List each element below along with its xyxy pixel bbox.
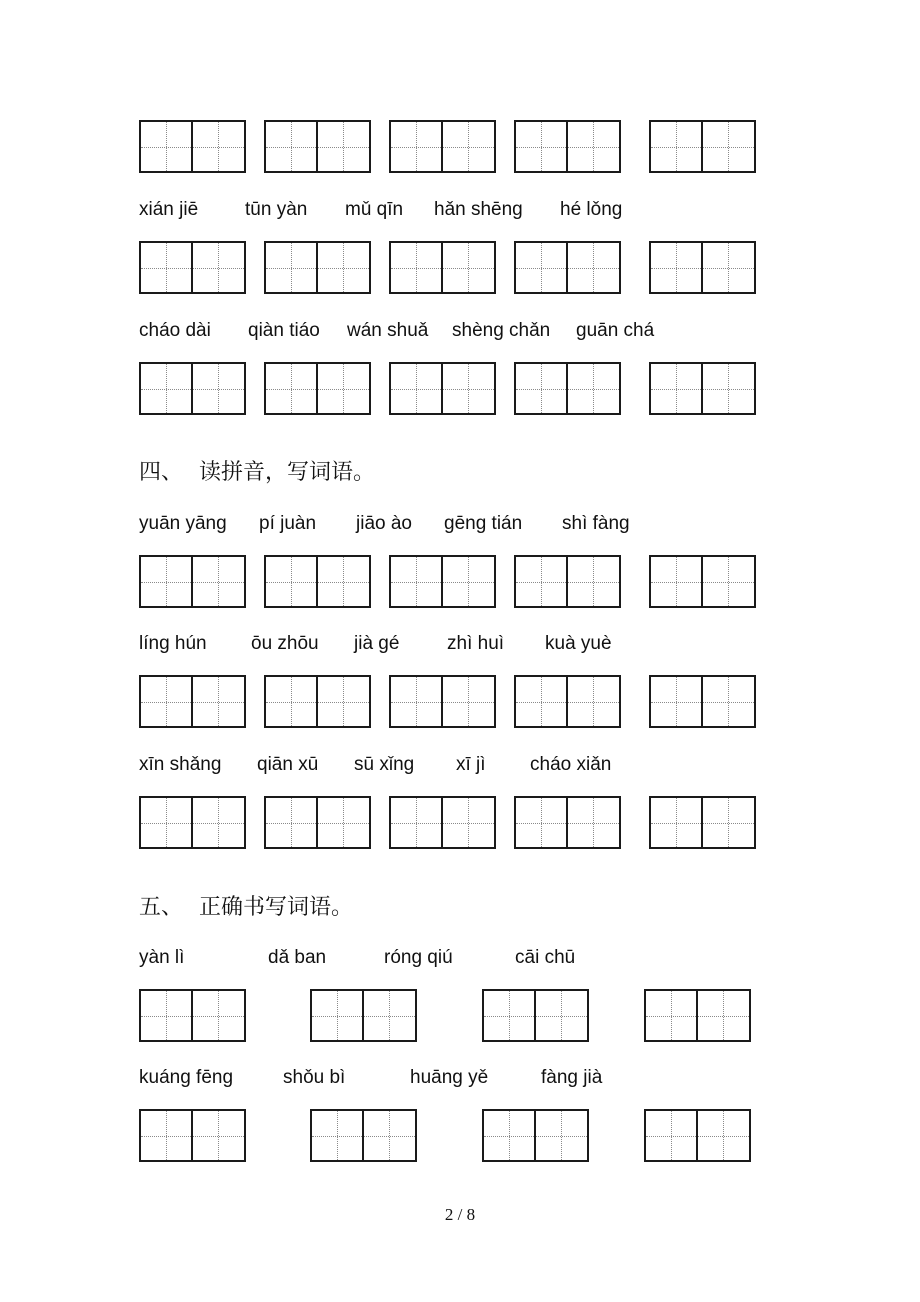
writing-box[interactable] xyxy=(514,241,621,294)
writing-box[interactable] xyxy=(264,675,371,728)
pinyin-word: kuáng fēng xyxy=(139,1067,234,1088)
pinyin-word: guān chá xyxy=(576,320,655,341)
section-4-heading xyxy=(139,458,375,488)
pinyin-word: xīn shǎng xyxy=(139,754,222,775)
writing-box[interactable] xyxy=(644,989,751,1042)
section-title: 正确书写词语。 xyxy=(199,895,354,920)
pinyin-word: ōu zhōu xyxy=(251,633,319,654)
writing-box[interactable] xyxy=(139,796,246,849)
pinyin-word: fàng jià xyxy=(541,1067,603,1088)
writing-box[interactable] xyxy=(139,555,246,608)
writing-box[interactable] xyxy=(649,675,756,728)
pinyin-word: qiān xū xyxy=(257,754,319,775)
writing-box[interactable] xyxy=(389,796,496,849)
writing-box[interactable] xyxy=(264,241,371,294)
writing-box[interactable] xyxy=(649,555,756,608)
writing-box[interactable] xyxy=(649,796,756,849)
pinyin-word: yàn lì xyxy=(139,947,185,968)
pinyin-word: cháo dài xyxy=(139,320,211,341)
page-number: 2 / 8 xyxy=(444,1205,476,1224)
pinyin-word: xián jiē xyxy=(139,199,199,220)
section-5-heading xyxy=(139,893,353,923)
writing-box[interactable] xyxy=(389,555,496,608)
pinyin-word: pí juàn xyxy=(259,513,317,534)
pinyin-word: shèng chǎn xyxy=(452,320,551,341)
section-number: 五、 xyxy=(139,895,184,920)
writing-box[interactable] xyxy=(389,241,496,294)
writing-box[interactable] xyxy=(310,1109,417,1162)
pinyin-word: zhì huì xyxy=(447,633,505,654)
writing-box[interactable] xyxy=(649,241,756,294)
writing-box[interactable] xyxy=(139,241,246,294)
writing-box[interactable] xyxy=(139,989,246,1042)
writing-box[interactable] xyxy=(514,796,621,849)
writing-box[interactable] xyxy=(264,120,371,173)
writing-box[interactable] xyxy=(139,675,246,728)
writing-box[interactable] xyxy=(389,120,496,173)
pinyin-word: sū xǐng xyxy=(354,754,415,775)
pinyin-word: gēng tián xyxy=(444,513,523,534)
pinyin-word: cāi chū xyxy=(515,947,576,968)
writing-box[interactable] xyxy=(389,362,496,415)
pinyin-word: qiàn tiáo xyxy=(248,320,320,341)
pinyin-word: líng hún xyxy=(139,633,207,654)
writing-box[interactable] xyxy=(139,1109,246,1162)
writing-box[interactable] xyxy=(310,989,417,1042)
pinyin-word: wán shuǎ xyxy=(347,320,429,341)
writing-box[interactable] xyxy=(139,120,246,173)
writing-box[interactable] xyxy=(264,796,371,849)
writing-box[interactable] xyxy=(264,362,371,415)
writing-box[interactable] xyxy=(514,362,621,415)
pinyin-word: hǎn shēng xyxy=(434,199,523,220)
pinyin-word: kuà yuè xyxy=(545,633,612,654)
pinyin-word: cháo xiǎn xyxy=(530,754,612,775)
writing-box[interactable] xyxy=(482,1109,589,1162)
section-number: 四、 xyxy=(139,460,184,485)
pinyin-word: mǔ qīn xyxy=(345,199,404,220)
pinyin-word: huāng yě xyxy=(410,1067,489,1088)
writing-box[interactable] xyxy=(482,989,589,1042)
writing-box[interactable] xyxy=(514,675,621,728)
pinyin-word: jiāo ào xyxy=(356,513,412,534)
writing-box[interactable] xyxy=(514,120,621,173)
pinyin-word: róng qiú xyxy=(384,947,453,968)
pinyin-word: dǎ ban xyxy=(268,947,327,968)
writing-box[interactable] xyxy=(389,675,496,728)
pinyin-word: shǒu bì xyxy=(283,1067,346,1088)
pinyin-word: jià gé xyxy=(354,633,400,654)
writing-box[interactable] xyxy=(139,362,246,415)
pinyin-word: hé lǒng xyxy=(560,199,623,220)
pinyin-word: xī jì xyxy=(456,754,486,775)
writing-box[interactable] xyxy=(649,362,756,415)
pinyin-word: shì fàng xyxy=(562,513,630,534)
writing-box[interactable] xyxy=(264,555,371,608)
writing-box[interactable] xyxy=(644,1109,751,1162)
writing-box[interactable] xyxy=(514,555,621,608)
writing-box[interactable] xyxy=(649,120,756,173)
section-title: 读拼音，写词语。 xyxy=(199,460,376,485)
pinyin-word: tūn yàn xyxy=(245,199,308,220)
pinyin-word: yuān yāng xyxy=(139,513,227,534)
